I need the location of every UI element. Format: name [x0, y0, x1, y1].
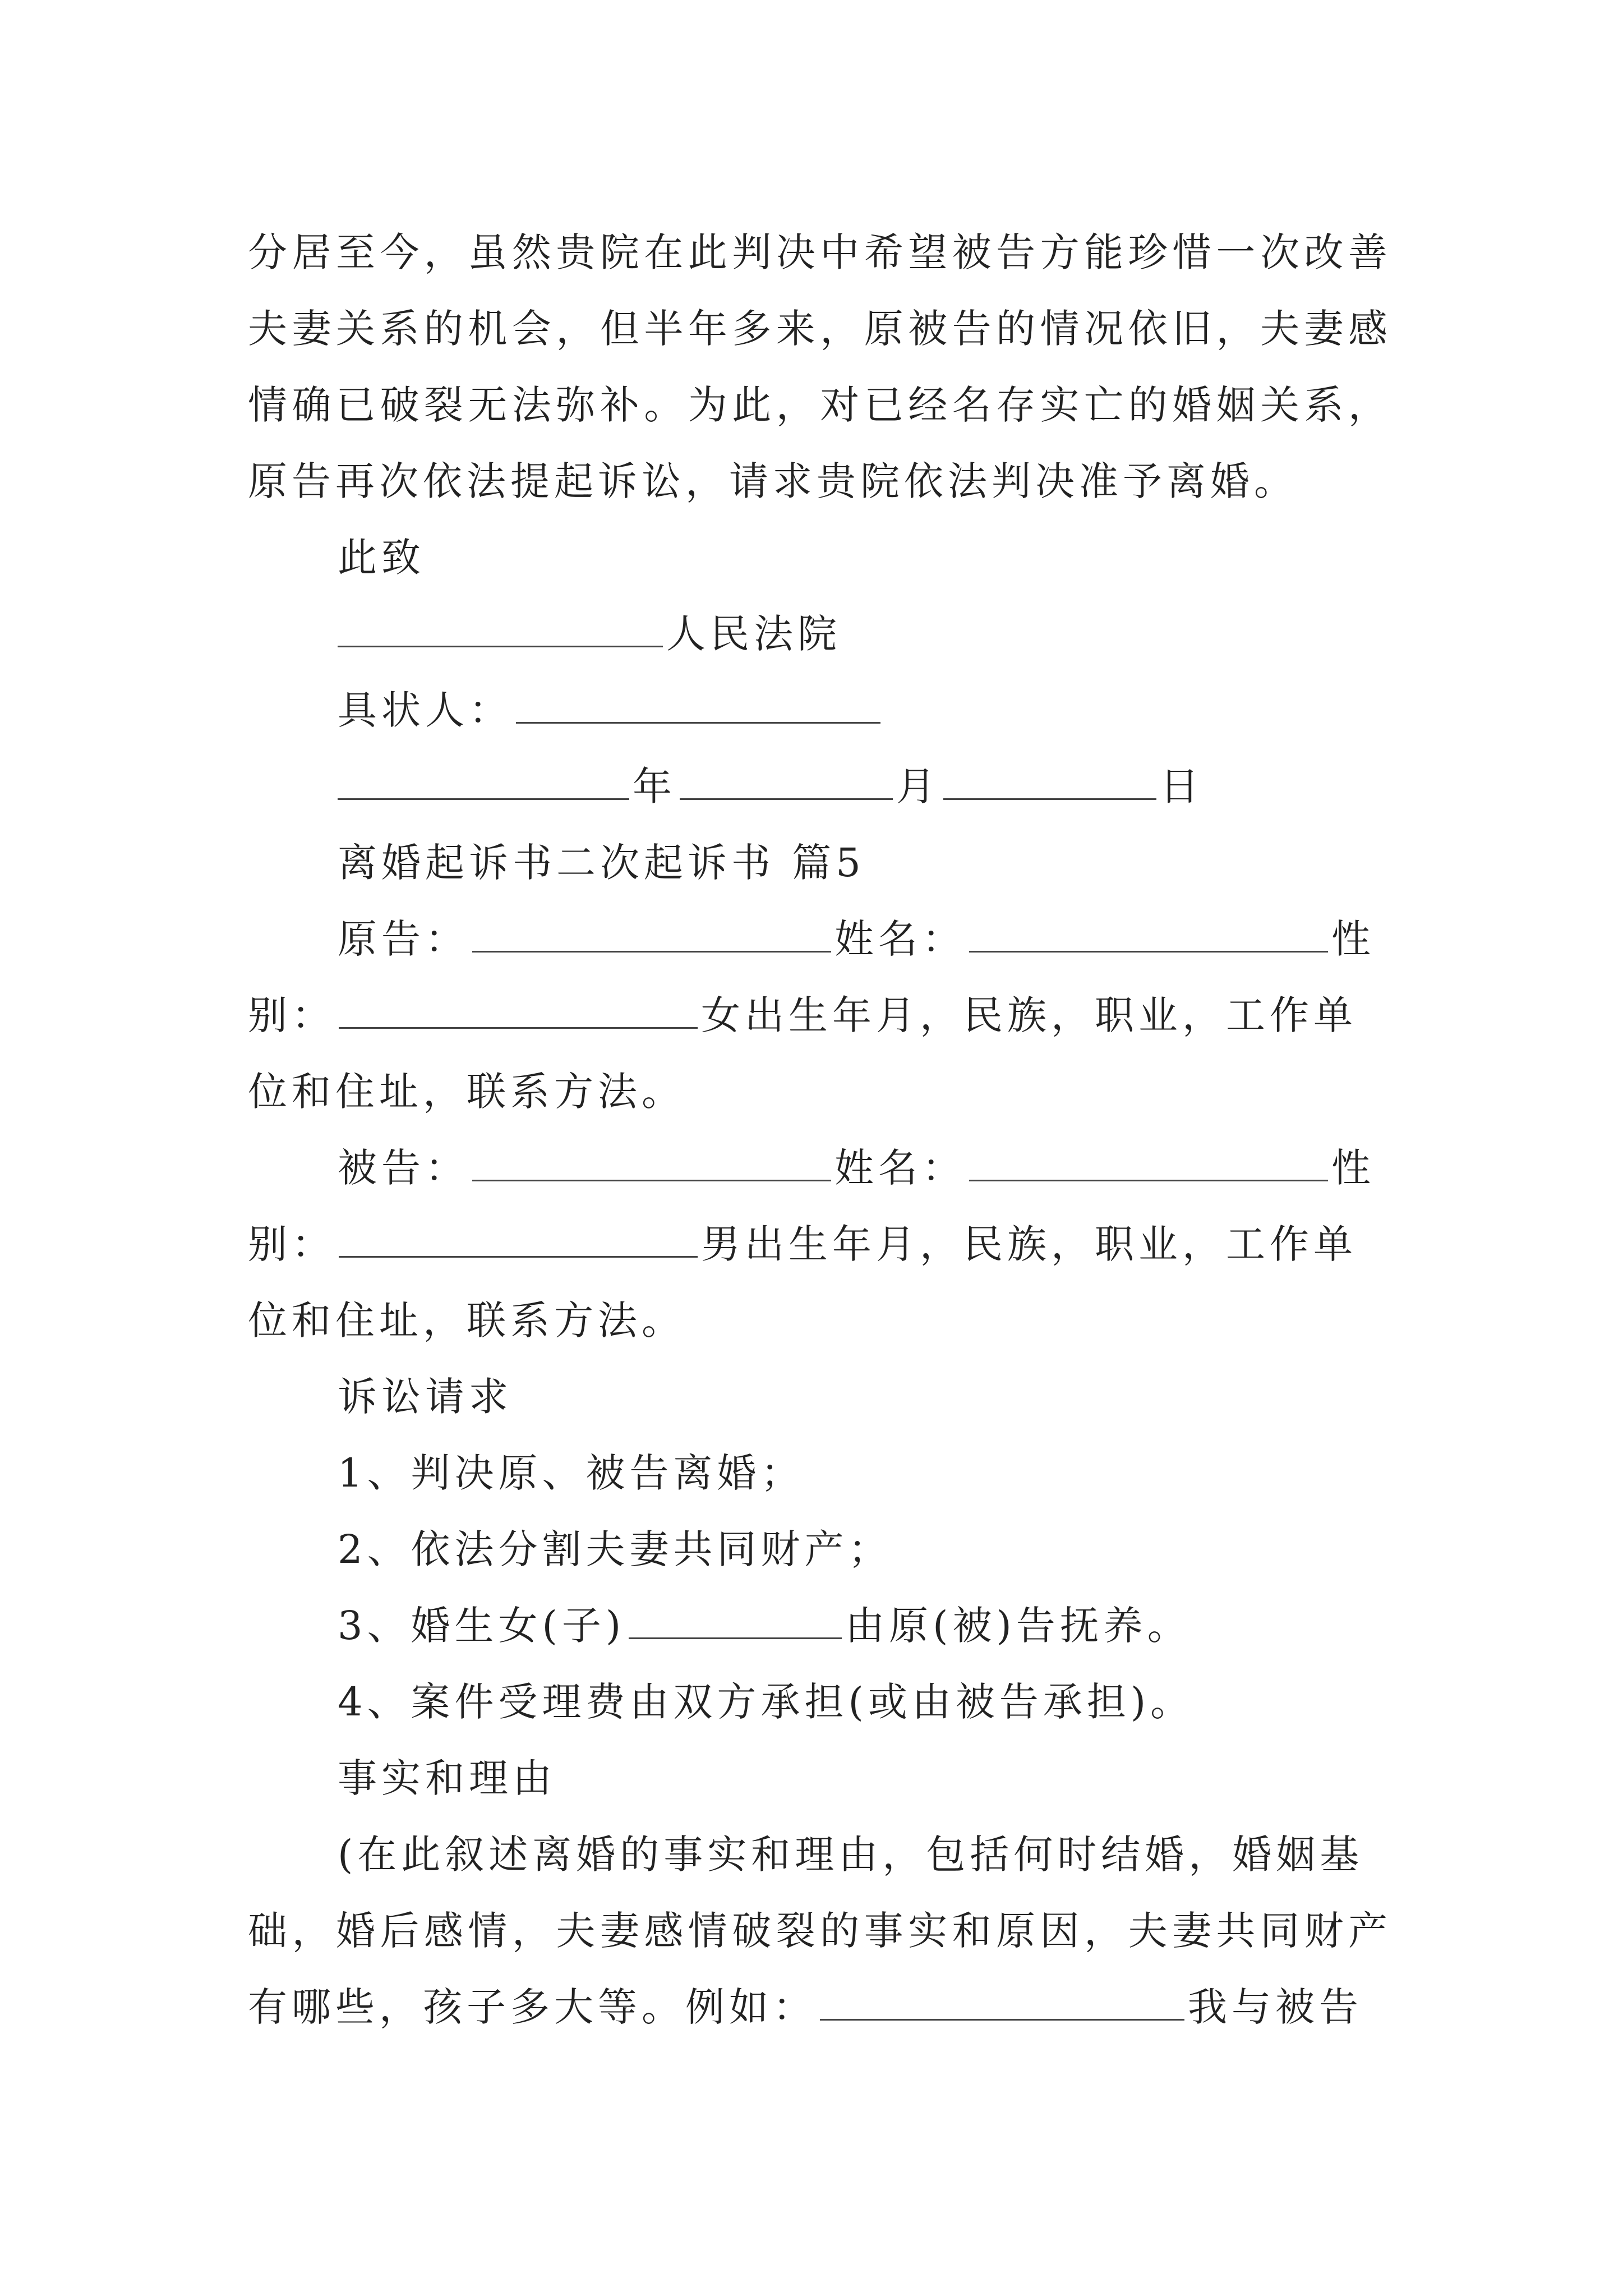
- defendant-line-1: [248, 1130, 1392, 1206]
- defendant-gender-blank[interactable]: [339, 1217, 698, 1258]
- claims-title: 诉讼请求: [338, 1374, 513, 1420]
- claim-item-1: 1、判决原、被告离婚；: [338, 1450, 805, 1496]
- claim-item-3-pre: 3、婚生女(子): [338, 1603, 626, 1649]
- defendant-name-label: 姓名：: [834, 1145, 966, 1191]
- paragraph-1-line-1: 分居至今，虽然贵院在此判决中希望被告方能珍惜一次改善: [248, 229, 1392, 275]
- defendant-gender-label-2: 别：: [248, 1221, 335, 1267]
- signer-label: 具状人：: [338, 687, 513, 733]
- defendant-label: 被告：: [338, 1145, 469, 1191]
- plaintiff-label: 原告：: [338, 916, 469, 962]
- defendant-line-3: 位和住址，联系方法。: [248, 1297, 685, 1343]
- facts-line-3: [248, 1969, 1392, 2045]
- section-title: 离婚起诉书二次起诉书 篇5: [338, 840, 865, 886]
- claim-item-3-post: 由原(被)告抚养。: [845, 1603, 1191, 1649]
- defendant-gender-rest: 男出生年月，民族，职业，工作单: [701, 1221, 1357, 1267]
- signer-blank[interactable]: [516, 683, 880, 724]
- paragraph-1-line-3: 情确已破裂无法弥补。为此，对已经名存实亡的婚姻关系，: [248, 382, 1392, 428]
- claim-item-3: [248, 1588, 1392, 1664]
- plaintiff-gender-label-1: 性: [1331, 916, 1375, 962]
- paragraph-1-line-2: 夫妻关系的机会，但半年多来，原被告的情况依旧，夫妻感: [248, 306, 1392, 352]
- plaintiff-line-1: [248, 901, 1392, 977]
- day-blank[interactable]: [943, 759, 1156, 800]
- plaintiff-gender-label-2: 别：: [248, 992, 335, 1038]
- claim-item-2: 2、依法分割夫妻共同财产；: [338, 1526, 892, 1572]
- date-line: [248, 748, 1392, 825]
- defendant-blank[interactable]: [472, 1140, 831, 1181]
- plaintiff-line-3: 位和住址，联系方法。: [248, 1069, 685, 1115]
- facts-line-3-pre: 有哪些，孩子多大等。例如：: [248, 1984, 817, 2030]
- plaintiff-blank[interactable]: [472, 912, 831, 953]
- facts-line-2: 础，婚后感情，夫妻感情破裂的事实和原因，夫妻共同财产: [248, 1908, 1392, 1954]
- salutation: 此致: [338, 535, 425, 581]
- child-blank[interactable]: [629, 1598, 842, 1639]
- claim-item-4: 4、案件受理费由双方承担(或由被告承担)。: [338, 1679, 1195, 1725]
- paragraph-1-line-4: 原告再次依法提起诉讼，请求贵院依法判决准予离婚。: [248, 458, 1298, 504]
- day-label: 日: [1160, 763, 1204, 809]
- defendant-line-2: [248, 1206, 1392, 1282]
- facts-title: 事实和理由: [338, 1755, 556, 1801]
- year-label: 年: [633, 763, 676, 809]
- court-suffix: 人民法院: [666, 611, 841, 657]
- plaintiff-gender-blank[interactable]: [339, 988, 698, 1029]
- example-blank[interactable]: [820, 1980, 1184, 2021]
- plaintiff-name-blank[interactable]: [969, 912, 1328, 953]
- defendant-gender-label-1: 性: [1331, 1145, 1375, 1191]
- signer-line: [248, 672, 1392, 748]
- defendant-name-blank[interactable]: [969, 1140, 1328, 1181]
- plaintiff-line-2: [248, 977, 1392, 1053]
- document-body: [248, 214, 1392, 2045]
- plaintiff-name-label: 姓名：: [834, 916, 966, 962]
- year-blank[interactable]: [338, 759, 629, 800]
- plaintiff-gender-rest: 女出生年月，民族，职业，工作单: [701, 992, 1357, 1038]
- facts-line-1: (在此叙述离婚的事实和理由，包括何时结婚，婚姻基: [338, 1832, 1364, 1878]
- month-blank[interactable]: [680, 759, 893, 800]
- month-label: 月: [896, 763, 940, 809]
- facts-line-3-post: 我与被告: [1188, 1984, 1363, 2030]
- court-line: [248, 596, 1392, 672]
- court-name-blank[interactable]: [338, 606, 663, 647]
